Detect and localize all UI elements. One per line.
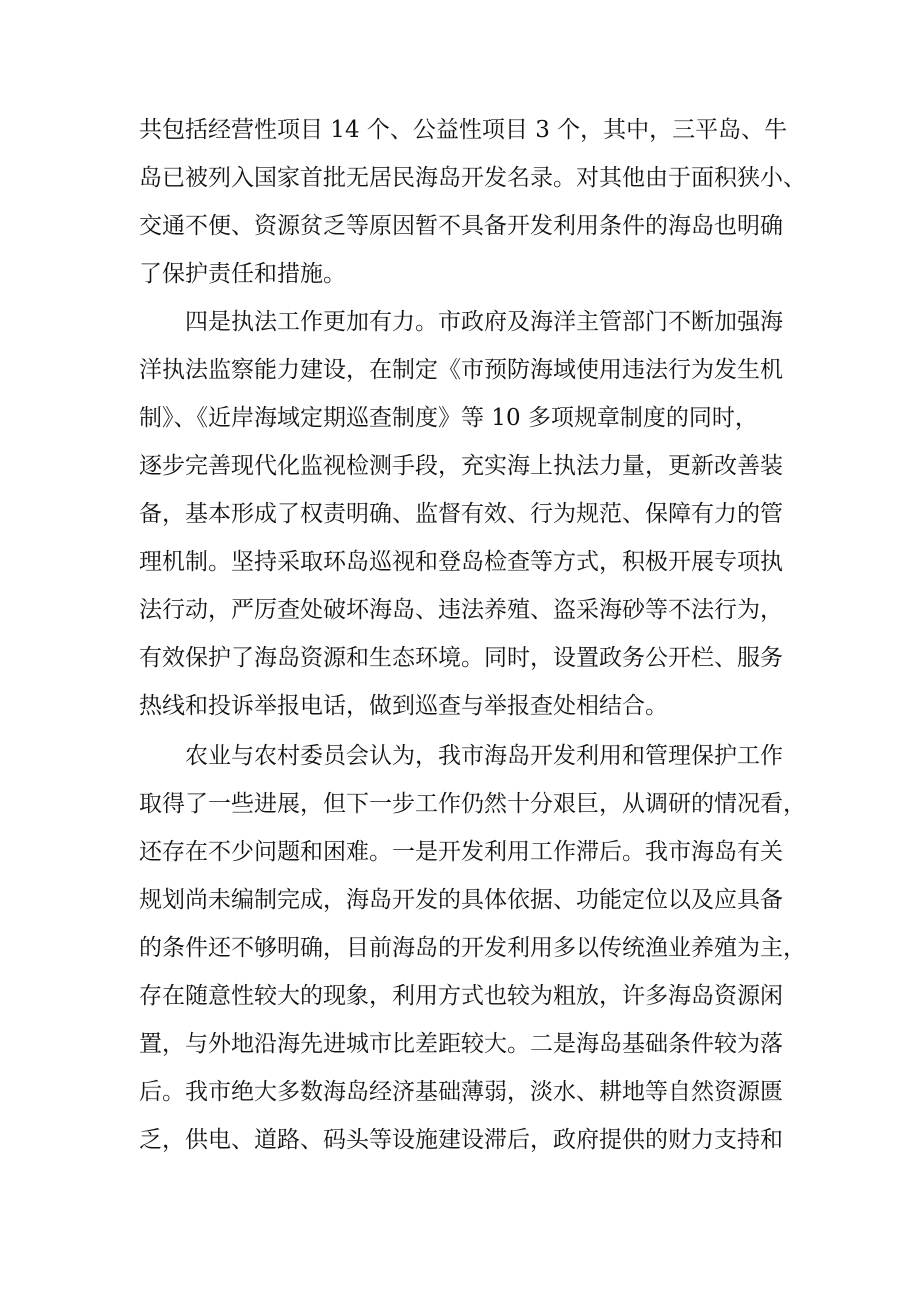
text-line-11: 法行动，严厉查处破坏海岛、违法养殖、盗采海砂等不法行为， <box>139 597 783 623</box>
text-line-1: 共包括经营性项目 14 个、公益性项目 3 个，其中，三平岛、牛 <box>139 117 788 143</box>
text-line-12: 有效保护了海岛资源和生态环境。同时，设置政务公开栏、服务 <box>139 645 783 671</box>
text-line-16: 还存在不少问题和困难。一是开发利用工作滞后。我市海岛有关 <box>139 839 783 865</box>
text-line-7: 制》、《近岸海域定期巡查制度》等 10 多项规章制度的同时， <box>139 405 758 431</box>
text-line-5: 四是执法工作更加有力。市政府及海洋主管部门不断加强海 <box>185 309 783 335</box>
text-line-9: 备，基本形成了权责明确、监督有效、行为规范、保障有力的管 <box>139 501 783 527</box>
text-line-8: 逐步完善现代化监视检测手段，充实海上执法力量，更新改善装 <box>139 453 783 479</box>
text-line-4: 了保护责任和措施。 <box>139 261 346 287</box>
text-line-17: 规划尚未编制完成，海岛开发的具体依据、功能定位以及应具备 <box>139 887 783 913</box>
text-line-19: 存在随意性较大的现象，利用方式也较为粗放，许多海岛资源闲 <box>139 983 783 1009</box>
text-line-10: 理机制。坚持采取环岛巡视和登岛检查等方式，积极开展专项执 <box>139 549 783 575</box>
text-line-13: 热线和投诉举报电话，做到巡查与举报查处相结合。 <box>139 693 668 719</box>
text-line-21: 后。我市绝大多数海岛经济基础薄弱，淡水、耕地等自然资源匮 <box>139 1079 783 1105</box>
text-line-18: 的条件还不够明确，目前海岛的开发利用多以传统渔业养殖为主， <box>139 935 806 961</box>
text-line-22: 乏，供电、道路、码头等设施建设滞后，政府提供的财力支持和 <box>139 1127 783 1153</box>
text-line-6: 洋执法监察能力建设，在制定《市预防海域使用违法行为发生机 <box>139 357 783 383</box>
text-line-14: 农业与农村委员会认为，我市海岛开发利用和管理保护工作 <box>185 743 783 769</box>
text-line-2: 岛已被列入国家首批无居民海岛开发名录。对其他由于面积狭小、 <box>139 165 806 191</box>
text-line-20: 置，与外地沿海先进城市比差距较大。二是海岛基础条件较为落 <box>139 1031 783 1057</box>
text-line-3: 交通不便、资源贫乏等原因暂不具备开发利用条件的海岛也明确 <box>139 213 783 239</box>
text-line-15: 取得了一些进展，但下一步工作仍然十分艰巨，从调研的情况看， <box>139 791 806 817</box>
